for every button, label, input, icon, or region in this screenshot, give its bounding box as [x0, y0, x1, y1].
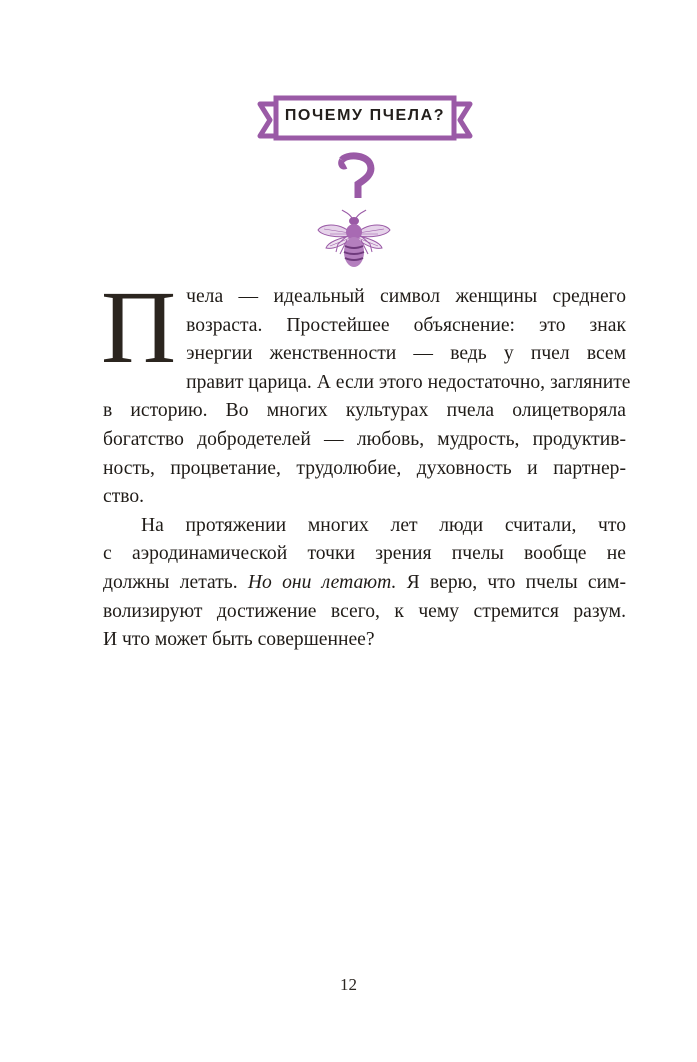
drop-cap: П — [101, 270, 177, 385]
text-line: энергии женственности — ведь у пчел всем — [186, 343, 626, 365]
main-text — [101, 270, 631, 655]
text-line: ство. — [103, 486, 145, 508]
chapter-banner — [254, 90, 476, 150]
paragraph-2 — [103, 512, 626, 655]
question-mark-icon — [336, 152, 376, 206]
page-number: 12 — [340, 975, 357, 994]
text-line: в историю. Во многих культурах пчела олицетворяла — [103, 400, 626, 422]
text-fragment: Я верю, что пчелы сим- — [396, 571, 626, 593]
paragraph-1 — [101, 270, 631, 512]
text-line: возраста. Простейшее объяснение: это знак — [186, 314, 626, 336]
text-line: богатство добродетелей — любовь, мудрость, продуктив- — [103, 428, 626, 450]
emphasis-text: Но они летают. — [247, 571, 397, 593]
chapter-title: ПОЧЕМУ ПЧЕЛА? — [284, 107, 446, 124]
text-fragment: должны летать. — [103, 571, 248, 593]
text-line: с аэродинамической точки зрения пчелы вообще не — [103, 543, 626, 565]
text-line: ность, процветание, трудолюбие, духовность и партнер- — [103, 457, 626, 479]
text-line: волизируют достижение всего, к чему стремится разум. — [103, 600, 626, 622]
text-line: На протяжении многих лет люди считали, что — [141, 514, 626, 536]
text-line — [103, 569, 626, 598]
text-line: чела — идеальный символ женщины среднего — [186, 286, 626, 307]
text-line: И что может быть совершеннее? — [103, 629, 375, 651]
bee-icon — [316, 208, 392, 274]
text-line: правит царица. А если этого недостаточно, загляните — [186, 371, 631, 393]
